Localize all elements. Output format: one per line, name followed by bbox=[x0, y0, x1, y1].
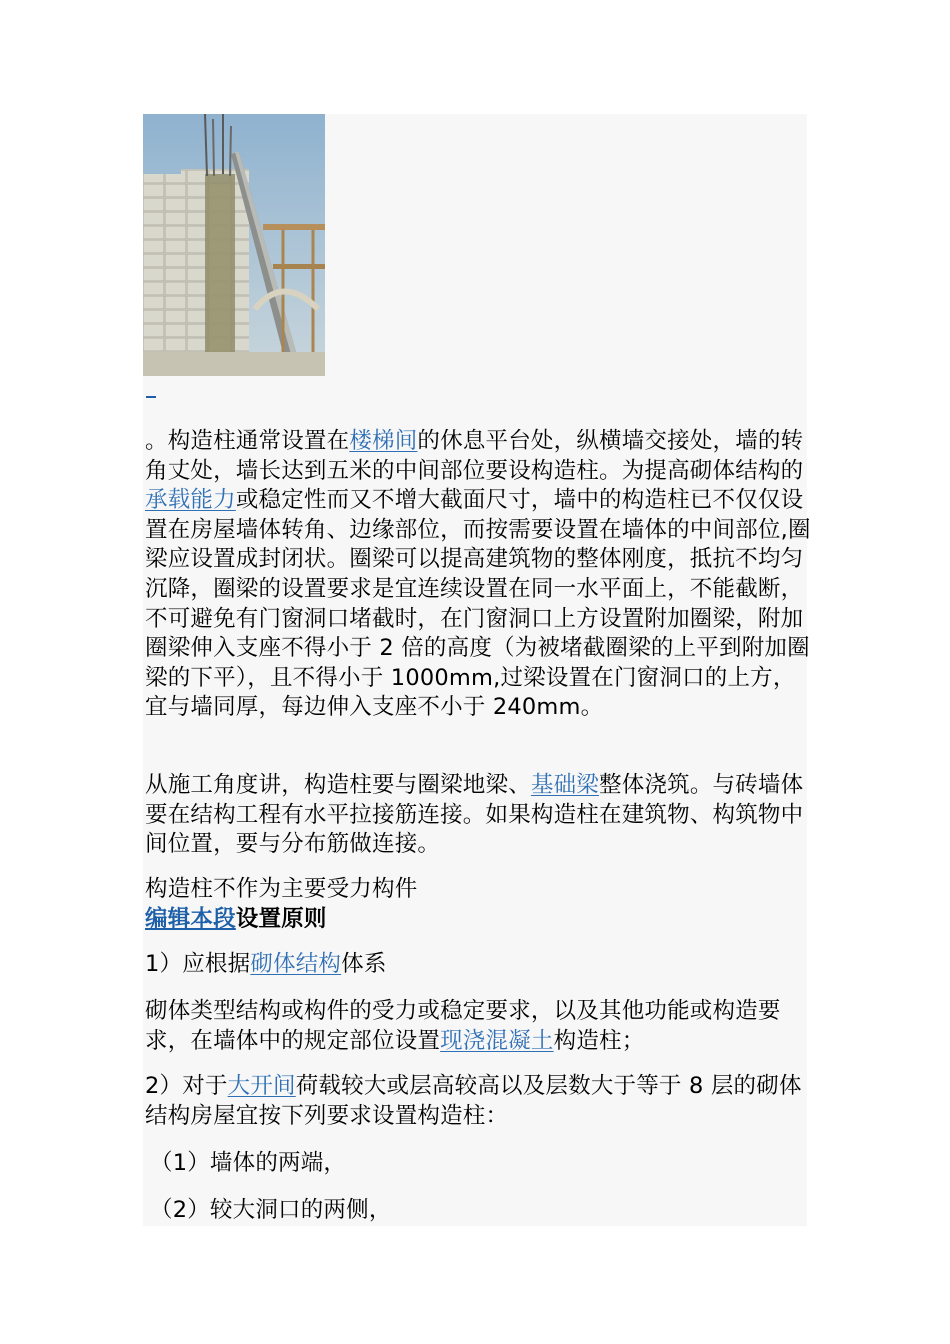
not-main-load-text: 构造柱不作为主要受力构件 bbox=[145, 876, 418, 902]
edit-section-link[interactable]: 编辑本段 bbox=[145, 905, 236, 932]
link-bearing-capacity[interactable]: 承载能力 bbox=[145, 487, 236, 514]
p2-text-pre: 从施工角度讲，构造柱要与圈梁地梁、 bbox=[145, 772, 531, 798]
section-header-block bbox=[145, 875, 813, 934]
p1-text-post: 或稳定性而又不增大截面尺寸，墙中的构造柱已不仅仅设置在房屋墙体转角、边缘部位，而按需要设置在墙体的中间部位,圈梁应设置成封闭状。圈梁可以提高建筑物的整体刚度，抵抗不均匀沉降，圈梁的设置要求是宜连续设置在同一水平面上，不能截断，不可避免有门窗洞口堵截时，在门窗洞口上方设置附加圈梁，附加圈梁伸入支座不得小于 2 倍的高度（为被堵截圈梁的上平到附加圈梁的下平），且不得小于 1000mm,过梁设置在门窗洞口的上方，宜与墙同厚，每边伸入支座不小于 240mm。 bbox=[145, 487, 811, 721]
column-photo-image bbox=[143, 114, 325, 376]
p5-text-pre: 砌体类型结构或构件的受力或稳定要求，以及其他功能或构造要求，在墙体中的规定部位设置 bbox=[145, 998, 781, 1054]
link-cast-in-place-concrete[interactable]: 现浇混凝土 bbox=[440, 1027, 554, 1054]
p2-text-post: 整体浇筑。与砖墙体要在结构工程有水平拉接筋连接。如果构造柱在建筑物、构筑物中间位置，要与分布筋做连接。 bbox=[145, 772, 804, 858]
link-large-bay[interactable]: 大开间 bbox=[227, 1073, 296, 1099]
link-masonry-structure[interactable]: 砌体结构 bbox=[250, 951, 342, 977]
paragraph-construction bbox=[145, 771, 813, 860]
paragraph-intro bbox=[145, 427, 813, 723]
p1-text-mid: 的休息平台处，纵横墙交接处，墙的转角丈处，墙长达到五米的中间部位要设构造柱。为提高砌体结构的 bbox=[145, 428, 804, 484]
section-heading: 设置原则 bbox=[235, 905, 327, 932]
p6-text-pre: 2）对于 bbox=[145, 1073, 228, 1099]
p6-text-post: 荷载较大或层高较高以及层数大于等于 8 层的砌体结构房屋宜按下列要求设置构造柱： bbox=[145, 1073, 802, 1129]
link-foundation-beam[interactable]: 基础梁 bbox=[530, 772, 600, 798]
list-item-opening-sides: （2）较大洞口的两侧， bbox=[150, 1197, 392, 1223]
paragraph-rule-2 bbox=[145, 1072, 813, 1131]
paragraph-rule-1-detail bbox=[145, 997, 813, 1056]
p4-text-pre: 1）应根据 bbox=[145, 951, 251, 977]
column-photo bbox=[143, 114, 325, 376]
p4-text-post: 体系 bbox=[341, 951, 387, 977]
link-stairwell[interactable]: 楼梯间 bbox=[349, 428, 418, 454]
image-anchor-link[interactable] bbox=[146, 396, 156, 398]
p1-text-pre: 。构造柱通常设置在 bbox=[145, 428, 350, 454]
list-item-wall-ends: （1）墙体的两端， bbox=[150, 1150, 347, 1176]
paragraph-rule-1 bbox=[145, 950, 813, 980]
p5-text-post: 构造柱； bbox=[553, 1027, 645, 1054]
